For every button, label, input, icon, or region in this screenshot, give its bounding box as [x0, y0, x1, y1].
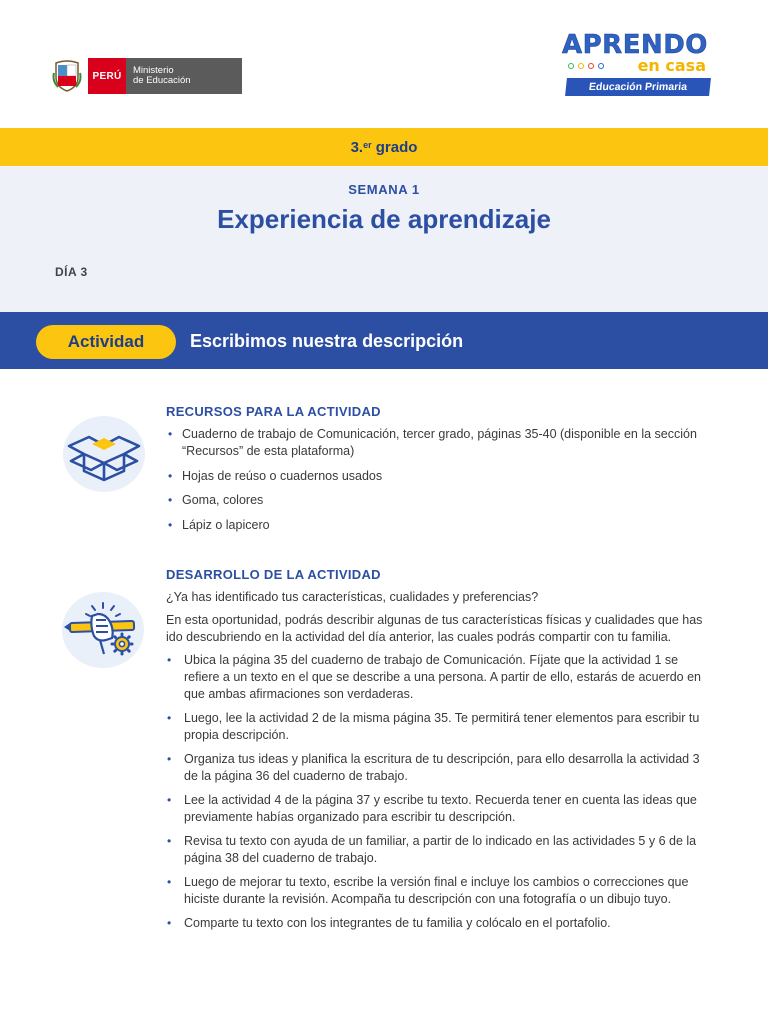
resources-icon-circle [63, 416, 145, 492]
shield-icon [52, 59, 82, 93]
brand-title: APRENDO [562, 30, 708, 60]
list-item: • Luego de mejorar tu texto, escribe la versión final e incluye los cambios o correcciones que hiciste durante la revisión. Acompaña tu descripción con una fotografía o un dibujo tuyo. [166, 874, 716, 908]
activity-badge: Actividad [36, 325, 176, 359]
page-header [0, 0, 768, 128]
list-item: • Lee la actividad 4 de la página 37 y escribe tu texto. Recuerda tener en cuenta las ideas que previamente habías organizado para escribir tu descripción. [166, 792, 716, 826]
brand-row [562, 58, 714, 74]
resources-list [166, 426, 716, 534]
ministry-label [126, 58, 242, 94]
intro-band [0, 166, 768, 312]
brand-level-badge: Educación Primaria [565, 78, 711, 96]
week-label: SEMANA 1 [348, 182, 420, 197]
brand-subtitle: en casa [637, 56, 706, 75]
list-item: • Revisa tu texto con ayuda de un familiar, a partir de lo indicado en las actividades 5 y 6 de la página 38 del cuaderno de trabajo. [166, 833, 716, 867]
list-item: • Lápiz o lapicero [166, 517, 716, 534]
development-intro: En esta oportunidad, podrás describir algunas de tus características físicas y cualidades que has ido descubriendo en la actividad del día anterior, las cuales podrás compartir con tu familia. [166, 613, 703, 644]
page-title: Experiencia de aprendizaje [217, 204, 551, 234]
box-icon [63, 416, 145, 492]
day-label: DÍA 3 [55, 265, 88, 279]
resources-section [166, 404, 716, 541]
resources-heading: RECURSOS PARA LA ACTIVIDAD [166, 404, 381, 419]
list-item: • Goma, colores [166, 492, 716, 509]
peru-label: PERÚ [88, 58, 126, 94]
list-item: • Hojas de reúso o cuadernos usados [166, 468, 716, 485]
development-section [166, 567, 716, 939]
grade-label: grado [375, 138, 418, 156]
grade-suffix: er [363, 140, 372, 150]
list-item: • Ubica la página 35 del cuaderno de trabajo de Comunicación. Fíjate que la actividad 1 se refiere a un texto en el que se describe a una persona. A partir de ello, estarás de acuerdo en que ambas afirmaciones son verdaderas. [166, 652, 716, 703]
activity-title: Escribimos nuestra descripción [190, 331, 464, 351]
grade-band [0, 128, 768, 166]
activity-band [0, 312, 768, 369]
development-question: ¿Ya has identificado tus características, cualidades y preferencias? [166, 590, 539, 604]
list-item: • Luego, lee la actividad 2 de la misma página 35. Te permitirá tener elementos para escribir tu propia descripción. [166, 710, 716, 744]
development-icon-circle [62, 592, 144, 668]
ministry-logo[interactable] [52, 58, 242, 94]
list-item: • Comparte tu texto con los integrantes de tu familia y colócalo en el portafolio. [166, 915, 716, 932]
pencil-gear-icon [62, 592, 144, 668]
ministry-line-2: de Educación [133, 75, 191, 86]
list-item: • Cuaderno de trabajo de Comunicación, tercer grado, páginas 35-40 (disponible en la sección “Recursos” de esta plataforma) [166, 426, 716, 460]
brand-dots-icon [568, 63, 604, 69]
ministry-line-1: Ministerio [133, 65, 174, 76]
aprendo-en-casa-logo[interactable] [562, 32, 714, 102]
development-heading: DESARROLLO DE LA ACTIVIDAD [166, 567, 381, 582]
list-item: • Organiza tus ideas y planifica la escritura de tu descripción, para ello desarrolla la actividad 3 de la página 36 del cuaderno de trabajo. [166, 751, 716, 785]
grade-number: 3. [350, 138, 364, 156]
development-steps [166, 652, 716, 932]
